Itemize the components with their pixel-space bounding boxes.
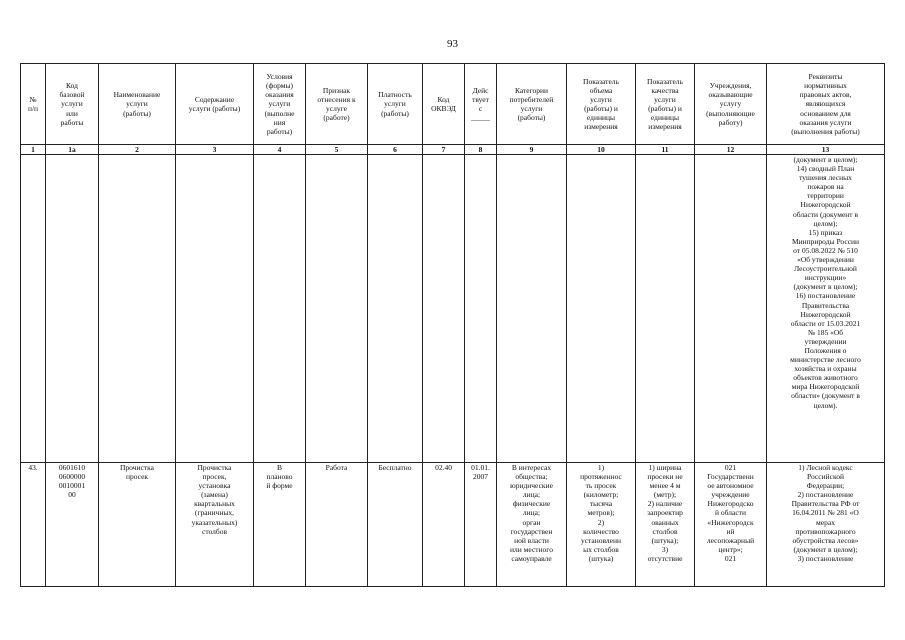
col-number: 8 [465, 145, 497, 155]
col-number: 1а [46, 145, 99, 155]
col-header-valid-from: Дейс твует с _____ [465, 64, 497, 145]
table-cell [567, 155, 636, 463]
col-number: 3 [176, 145, 254, 155]
col-header-consumers: Категории потребителей услуги (работы) [497, 64, 567, 145]
consumers-cell: В интересах общества; юридические лица; физические лица; орган государствен ной власти или местного самоуправле [497, 463, 567, 587]
table-cell [465, 155, 497, 463]
legal-acts-continuation-cell: (документ в целом); 14) сводный План тушения лесных пожаров на территории Нижегородской области (документ в целом); 15) приказ Минприроды России от 05.08.2022 № 510 «Об утверждении Лесоустроительной инструкции» (документ в целом); 16) постановление Правительства Нижегородской области от 15.03.2021 № 185 «Об утверждении Положения о министерстве лесного хозяйства и охраны объектов животного мира Нижегородской области» (документ в целом). [767, 155, 885, 463]
table-cell [497, 155, 567, 463]
header-row [21, 64, 885, 145]
attribute-cell: Работа [306, 463, 368, 587]
col-header-service-name: Наименование услуги (работы) [99, 64, 176, 145]
services-register-table [20, 63, 885, 587]
service-name-cell: Прочистка просек [99, 463, 176, 587]
col-header-conditions: Условия (формы) оказания услуги (выполне ния работы) [254, 64, 306, 145]
payment-cell: Бесплатно [368, 463, 423, 587]
table-cell [176, 155, 254, 463]
table-row-continuation [21, 155, 885, 463]
row-number-cell: 43. [21, 463, 46, 587]
col-number: 10 [567, 145, 636, 155]
page-number: 93 [447, 38, 458, 50]
okved-cell: 02.40 [423, 463, 465, 587]
col-number: 12 [695, 145, 767, 155]
institutions-cell: 021 Государственн ое автономное учреждение Нижегородско й области «Нижегородск ий лесопожарный центр»; 021 [695, 463, 767, 587]
col-header-okved: Код ОКВЭД [423, 64, 465, 145]
col-header-num: № п/п [21, 64, 46, 145]
col-header-volume: Показатель объема услуги (работы) и единицы измерения [567, 64, 636, 145]
table-cell [695, 155, 767, 463]
table-cell [46, 155, 99, 463]
col-number: 13 [767, 145, 885, 155]
col-number: 11 [636, 145, 695, 155]
col-header-quality: Показатель качества услуги (работы) и единицы измерения [636, 64, 695, 145]
valid-from-cell: 01.01. 2007 [465, 463, 497, 587]
table-cell [99, 155, 176, 463]
col-header-payment: Платность услуги (работы) [368, 64, 423, 145]
legal-acts-cell: 1) Лесной кодекс Российской Федерации; 2) постановление Правительства РФ от 16.04.2011 № 281 «О мерах противопожарного обустройства лесов» (документ в целом); 3) постановление [767, 463, 885, 587]
table-row-43 [21, 463, 885, 587]
col-number: 4 [254, 145, 306, 155]
col-number: 6 [368, 145, 423, 155]
conditions-cell: В планово й форме [254, 463, 306, 587]
content-cell: Прочистка просек, установка (замена) квартальных (граничных, указательных) столбов [176, 463, 254, 587]
table-cell [368, 155, 423, 463]
col-header-base-code: Код базовой услуги или работы [46, 64, 99, 145]
quality-cell: 1) ширина просеки не менее 4 м (метр); 2) наличие запроектир ованных столбов (штука); 3) отсутствие [636, 463, 695, 587]
table-cell [306, 155, 368, 463]
col-number: 9 [497, 145, 567, 155]
col-number: 1 [21, 145, 46, 155]
column-number-row [21, 145, 885, 155]
table-cell [636, 155, 695, 463]
col-header-attribute: Признак отнесения к услуге (работе) [306, 64, 368, 145]
col-header-content: Содержание услуги (работы) [176, 64, 254, 145]
base-code-cell: 0601610 0600000 0010001 00 [46, 463, 99, 587]
table-cell [21, 155, 46, 463]
table-cell [423, 155, 465, 463]
col-header-institutions: Учреждения, оказывающие услугу (выполняющие работу) [695, 64, 767, 145]
volume-cell: 1) протяженнос ть просек (километр; тысяча метров); 2) количество установленн ых столбов (штука) [567, 463, 636, 587]
table-cell [254, 155, 306, 463]
col-number: 7 [423, 145, 465, 155]
col-header-legal-acts: Реквизиты нормативных правовых актов, являющихся основанием для оказания услуги (выполнения работы) [767, 64, 885, 145]
col-number: 2 [99, 145, 176, 155]
col-number: 5 [306, 145, 368, 155]
